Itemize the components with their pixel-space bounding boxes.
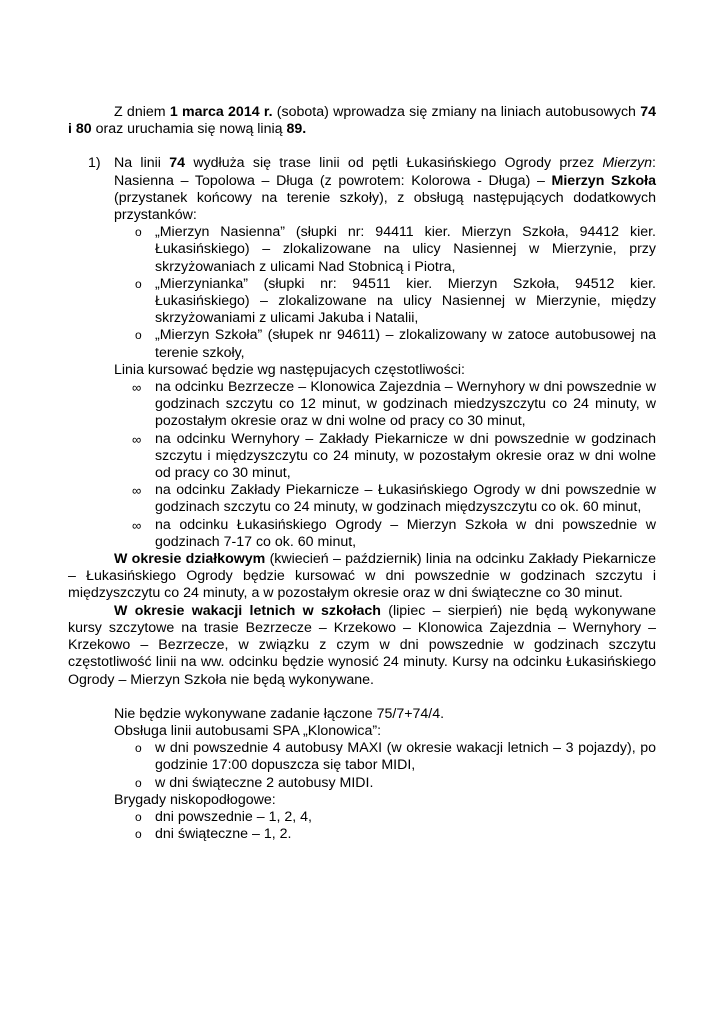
list-item: o „Mierzyn Szkoła” (słupek nr 94611) – zlokalizowany w zatoce autobusowej na terenie szkoły, — [135, 327, 656, 361]
line-74-description: Na linii 74 wydłuża się trase linii od pętli Łukasińskiego Ogrody przez Mierzyn: Nasienna – Topolowa – Długa (z powrotem: Kolorowa - Długa) – Mierzyn Szkoła (przystanek końcowy na terenie szkoły), z obsługą następujących dodatkowych przystanków: — [114, 155, 656, 224]
list-item: ∞ na odcinku Łukasińskiego Ogrody – Mierzyn Szkoła w dni powszednie w godzinach 7-17 co ok. 60 minut, — [132, 516, 656, 550]
list-item: o „Mierzyn Nasienna” (słupki nr: 94411 kier. Mierzyn Szkoła, 94412 kier. Łukasińskiego) – zlokalizowane na ulicy Nasiennej w Mierzynie, przy skrzyżowaniach z ulicami Nad Stobnicą i Piotra, — [135, 224, 656, 275]
list-item: o dni świąteczne – 1, 2. — [135, 826, 292, 843]
circle-bullet-icon: o — [135, 328, 142, 343]
low-floor-list — [68, 809, 656, 843]
infinity-bullet-icon: ∞ — [132, 483, 142, 499]
intro-paragraph: Z dniem 1 marca 2014 r. (sobota) wprowadza się zmiany na liniach autobusowych 74 i 80 oraz uruchamia się nową linią 89. — [68, 104, 656, 138]
operator-list — [68, 740, 656, 792]
stops-list — [68, 224, 656, 362]
list-item: ∞ na odcinku Wernyhory – Zakłady Piekarnicze w dni powszednie w godzinach szczytu i międzyszczytu co 24 minuty, w pozostałym okresie oraz w dni wolne od pracy co 30 minut, — [132, 430, 656, 482]
list-item-1 — [68, 155, 656, 224]
document-body — [68, 104, 656, 843]
infinity-bullet-icon: ∞ — [132, 517, 142, 533]
frequency-intro: Linia kursować będzie wg następujacych częstotliwości: — [114, 361, 465, 378]
summer-holidays-paragraph: W okresie wakacji letnich w szkołach (lipiec – sierpień) nie będą wykonywane kursy szczytowe na trasie Bezrzecze – Krzekowo – Klonowica Zajezdnia – Wernyhory – Krzekowo – Bezrzecze, w związku z czym w dni powszednie w godzinach szczytu częstotliwość linii na ww. odcinku będzie wynosić 24 minuty. Kursy na odcinku Łukasińskiego Ogrody – Mierzyn Szkoła nie będą wykonywane. — [68, 602, 656, 688]
list-item: o dni powszednie – 1, 2, 4, — [135, 808, 312, 825]
list-item: ∞ na odcinku Zakłady Piekarnicze – Łukasińskiego Ogrody w dni powszednie w godzinach szczytu co 24 minuty, w godzinach międzyszczytu co ok. 60 minut, — [132, 482, 656, 516]
frequency-list — [68, 379, 656, 551]
circle-bullet-icon: o — [135, 741, 142, 756]
list-item: o „Mierzynianka” (słupki nr: 94511 kier. Mierzyn Szkoła, 94512 kier. Łukasińskiego) – zlokalizowane na ulicy Nasiennej w Mierzynie, między skrzyżowaniami z ulicami Jakuba i Natalii, — [135, 275, 656, 327]
list-number: 1) — [88, 155, 101, 172]
circle-bullet-icon: o — [135, 276, 142, 291]
circle-bullet-icon: o — [135, 809, 142, 824]
list-item: ∞ na odcinku Bezrzecze – Klonowica Zajezdnia – Wernyhory w dni powszednie w godzinach szczytu co 12 minut, w godzinach miedzyszczytu co 24 minuty, w pozostałym okresie oraz w dni wolne od pracy co 30 minut, — [132, 379, 656, 430]
list-item: o w dni świąteczne 2 autobusy MIDI. — [135, 774, 374, 791]
task-note: Nie będzie wykonywane zadanie łączone 75/7+74/4. — [114, 705, 445, 722]
infinity-bullet-icon: ∞ — [132, 431, 142, 447]
allotment-season-paragraph: W okresie działkowym (kwiecień – październik) linia na odcinku Zakłady Piekarnicze – Łukasińskiego Ogrody będzie kursować w dni powszednie w godzinach szczytu i międzyszczytu co 24 minuty, a w pozostałym okresie oraz w dni świąteczne co 30 minut. — [68, 551, 656, 602]
circle-bullet-icon: o — [135, 775, 142, 790]
low-floor-note: Brygady niskopodłogowe: — [114, 791, 276, 808]
list-item: o w dni powszednie 4 autobusy MAXI (w okresie wakacji letnich – 3 pojazdy), po godzinie 17:00 dopuszcza się tabor MIDI, — [135, 740, 656, 774]
circle-bullet-icon: o — [135, 225, 142, 240]
circle-bullet-icon: o — [135, 827, 142, 842]
infinity-bullet-icon: ∞ — [132, 380, 142, 396]
operator-note: Obsługa linii autobusami SPA „Klonowica”: — [114, 722, 382, 739]
